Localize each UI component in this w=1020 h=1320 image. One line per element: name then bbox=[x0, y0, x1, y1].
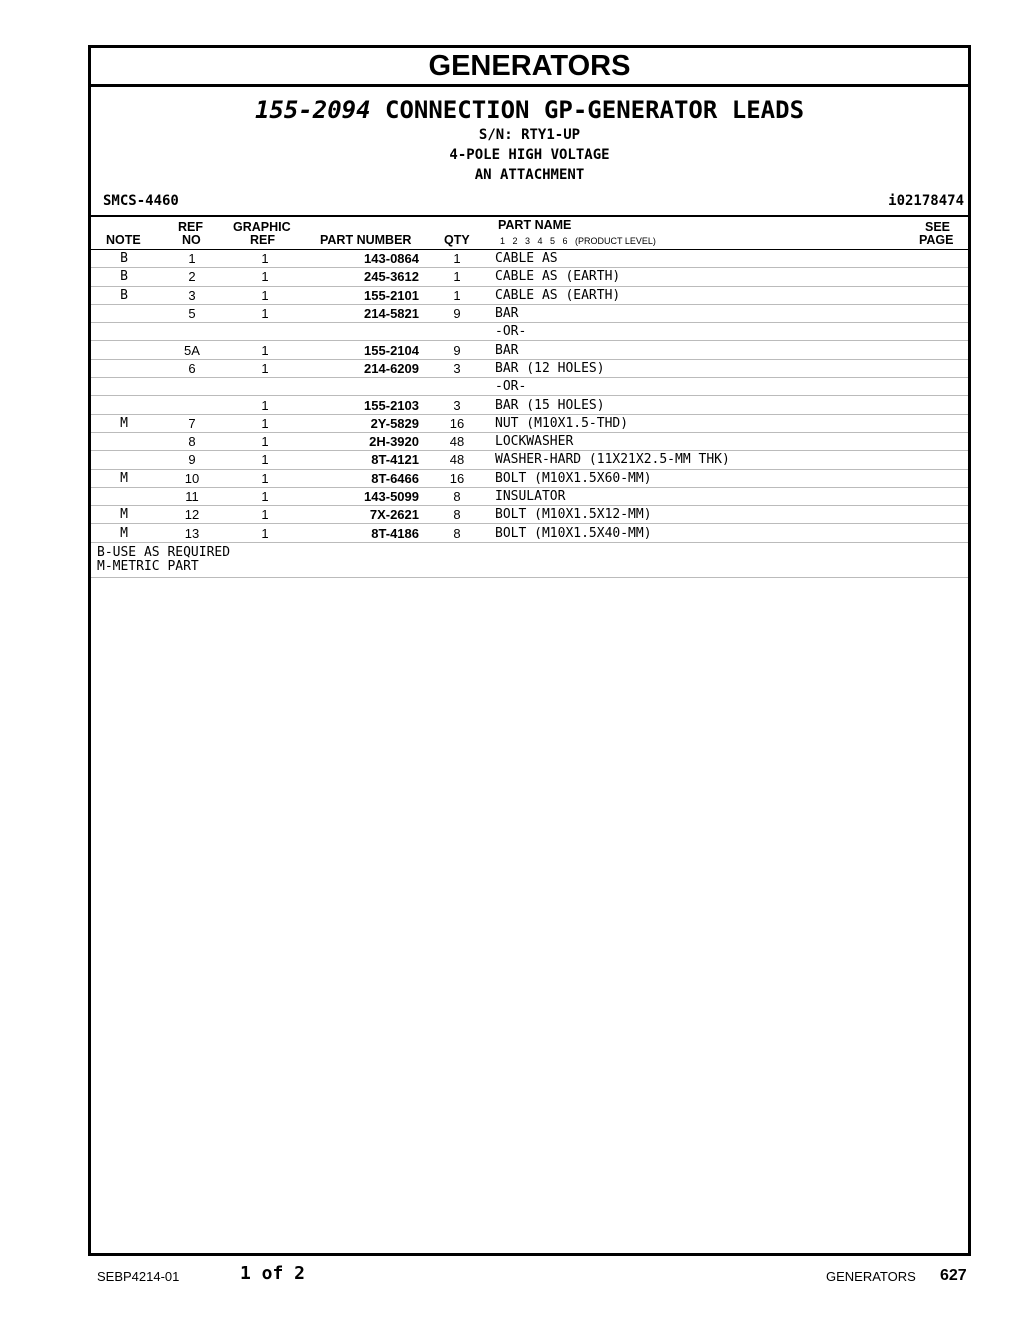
title-part-number: 155-2094 bbox=[254, 96, 371, 124]
note-m: M-METRIC PART bbox=[97, 559, 199, 575]
row-part-name: BAR (15 HOLES) bbox=[495, 396, 868, 414]
row-part-number: 155-2103 bbox=[303, 396, 419, 414]
row-ref-no: 8 bbox=[157, 432, 227, 450]
note-b: B-USE AS REQUIRED bbox=[97, 544, 231, 560]
row-ref-no bbox=[157, 396, 227, 414]
section-title: GENERATORS bbox=[91, 48, 968, 87]
header-graphic-ref-bottom: REF bbox=[250, 233, 275, 247]
footer-section: GENERATORS bbox=[826, 1269, 916, 1284]
row-part-name: BAR bbox=[495, 341, 868, 359]
table-row bbox=[91, 451, 968, 469]
table-row bbox=[91, 250, 968, 268]
row-see-page bbox=[868, 286, 968, 304]
row-note: B bbox=[91, 250, 157, 268]
row-graphic-ref: 1 bbox=[227, 414, 303, 432]
row-part-name: BAR bbox=[495, 304, 868, 322]
row-note bbox=[91, 432, 157, 450]
row-qty: 48 bbox=[419, 451, 495, 469]
row-graphic-ref: 1 bbox=[227, 469, 303, 487]
row-ref-no: 7 bbox=[157, 414, 227, 432]
page-title bbox=[91, 95, 968, 125]
table-row bbox=[91, 414, 968, 432]
header-qty: QTY bbox=[444, 233, 470, 247]
row-part-name: BOLT (M10X1.5X12-MM) bbox=[495, 506, 868, 524]
row-note bbox=[91, 487, 157, 505]
row-part-name: BOLT (M10X1.5X60-MM) bbox=[495, 469, 868, 487]
row-ref-no: 10 bbox=[157, 469, 227, 487]
row-qty: 16 bbox=[419, 469, 495, 487]
row-note bbox=[91, 451, 157, 469]
row-graphic-ref: 1 bbox=[227, 304, 303, 322]
row-see-page bbox=[868, 487, 968, 505]
notes-block bbox=[91, 543, 968, 578]
page-footer bbox=[0, 1263, 1020, 1293]
row-part-number: 8T-4186 bbox=[303, 524, 419, 542]
table-row bbox=[91, 432, 968, 450]
subtitle-configuration: 4-POLE HIGH VOLTAGE bbox=[449, 147, 610, 163]
row-part-name: -OR- bbox=[495, 323, 868, 341]
row-graphic-ref: 1 bbox=[227, 432, 303, 450]
header-ref-no-top: REF bbox=[178, 220, 203, 234]
row-qty: 8 bbox=[419, 506, 495, 524]
row-note: M bbox=[91, 524, 157, 542]
table-row bbox=[91, 304, 968, 322]
row-ref-no: 9 bbox=[157, 451, 227, 469]
row-note bbox=[91, 359, 157, 377]
row-graphic-ref: 1 bbox=[227, 341, 303, 359]
subtitle-serial: S/N: RTY1-UP bbox=[478, 127, 581, 143]
row-qty: 9 bbox=[419, 304, 495, 322]
smcs-row bbox=[91, 193, 968, 217]
table-row bbox=[91, 286, 968, 304]
row-note bbox=[91, 378, 157, 396]
row-see-page bbox=[868, 451, 968, 469]
header-part-number: PART NUMBER bbox=[320, 233, 412, 247]
row-qty: 1 bbox=[419, 268, 495, 286]
row-part-name: NUT (M10X1.5-THD) bbox=[495, 414, 868, 432]
row-graphic-ref: 1 bbox=[227, 524, 303, 542]
row-note: B bbox=[91, 286, 157, 304]
row-part-number: 2Y-5829 bbox=[303, 414, 419, 432]
table-row bbox=[91, 524, 968, 542]
row-part-name: BOLT (M10X1.5X40-MM) bbox=[495, 524, 868, 542]
row-see-page bbox=[868, 432, 968, 450]
row-note: M bbox=[91, 469, 157, 487]
row-see-page bbox=[868, 524, 968, 542]
header-product-level: 1 2 3 4 5 6 (PRODUCT LEVEL) bbox=[500, 236, 656, 246]
row-note: M bbox=[91, 506, 157, 524]
row-ref-no bbox=[157, 323, 227, 341]
row-see-page bbox=[868, 469, 968, 487]
illustration-id: i02178474 bbox=[888, 193, 964, 209]
title-text: CONNECTION GP-GENERATOR LEADS bbox=[385, 96, 805, 124]
row-ref-no: 6 bbox=[157, 359, 227, 377]
header-ref-no-bottom: NO bbox=[182, 233, 201, 247]
footer-doc-id: SEBP4214-01 bbox=[97, 1269, 180, 1284]
row-see-page bbox=[868, 250, 968, 268]
row-part-number: 2H-3920 bbox=[303, 432, 419, 450]
row-part-number: 8T-4121 bbox=[303, 451, 419, 469]
row-graphic-ref: 1 bbox=[227, 487, 303, 505]
row-graphic-ref: 1 bbox=[227, 396, 303, 414]
row-ref-no: 13 bbox=[157, 524, 227, 542]
header-note: NOTE bbox=[106, 233, 141, 247]
row-ref-no: 5A bbox=[157, 341, 227, 359]
parts-table bbox=[91, 250, 968, 543]
row-part-number: 245-3612 bbox=[303, 268, 419, 286]
row-part-number bbox=[303, 323, 419, 341]
table-row bbox=[91, 469, 968, 487]
table-row bbox=[91, 341, 968, 359]
row-see-page bbox=[868, 378, 968, 396]
table-row bbox=[91, 506, 968, 524]
row-see-page bbox=[868, 414, 968, 432]
row-ref-no bbox=[157, 378, 227, 396]
row-graphic-ref: 1 bbox=[227, 250, 303, 268]
row-see-page bbox=[868, 323, 968, 341]
row-ref-no: 2 bbox=[157, 268, 227, 286]
row-part-number: 7X-2621 bbox=[303, 506, 419, 524]
row-part-number: 214-6209 bbox=[303, 359, 419, 377]
table-row bbox=[91, 359, 968, 377]
row-qty: 8 bbox=[419, 487, 495, 505]
row-see-page bbox=[868, 359, 968, 377]
row-qty: 3 bbox=[419, 359, 495, 377]
row-part-number: 143-0864 bbox=[303, 250, 419, 268]
row-part-name: CABLE AS bbox=[495, 250, 868, 268]
row-graphic-ref: 1 bbox=[227, 359, 303, 377]
row-note bbox=[91, 304, 157, 322]
table-row bbox=[91, 323, 968, 341]
row-qty: 3 bbox=[419, 396, 495, 414]
page-frame bbox=[88, 45, 971, 1256]
row-qty: 1 bbox=[419, 250, 495, 268]
row-part-name: INSULATOR bbox=[495, 487, 868, 505]
row-part-name: LOCKWASHER bbox=[495, 432, 868, 450]
footer-page-of: 1 of 2 bbox=[240, 1263, 306, 1284]
row-graphic-ref: 1 bbox=[227, 286, 303, 304]
row-note bbox=[91, 341, 157, 359]
row-see-page bbox=[868, 341, 968, 359]
row-graphic-ref: 1 bbox=[227, 451, 303, 469]
subtitle-attachment: AN ATTACHMENT bbox=[474, 167, 585, 183]
row-see-page bbox=[868, 396, 968, 414]
row-qty: 9 bbox=[419, 341, 495, 359]
row-part-name: CABLE AS (EARTH) bbox=[495, 268, 868, 286]
table-row bbox=[91, 268, 968, 286]
smcs-code: SMCS-4460 bbox=[103, 193, 179, 209]
row-note: B bbox=[91, 268, 157, 286]
row-qty bbox=[419, 378, 495, 396]
row-qty: 48 bbox=[419, 432, 495, 450]
table-row bbox=[91, 487, 968, 505]
row-qty: 8 bbox=[419, 524, 495, 542]
row-qty: 1 bbox=[419, 286, 495, 304]
parts-table-body bbox=[91, 250, 968, 542]
header-part-name: PART NAME bbox=[498, 218, 572, 232]
row-note bbox=[91, 396, 157, 414]
header-see-page-bottom: PAGE bbox=[919, 233, 954, 247]
row-ref-no: 3 bbox=[157, 286, 227, 304]
header-graphic-ref-top: GRAPHIC bbox=[233, 220, 291, 234]
row-graphic-ref bbox=[227, 378, 303, 396]
row-part-number: 155-2101 bbox=[303, 286, 419, 304]
table-row bbox=[91, 396, 968, 414]
row-part-number: 8T-6466 bbox=[303, 469, 419, 487]
row-graphic-ref bbox=[227, 323, 303, 341]
row-see-page bbox=[868, 304, 968, 322]
row-qty bbox=[419, 323, 495, 341]
row-part-number: 155-2104 bbox=[303, 341, 419, 359]
row-graphic-ref: 1 bbox=[227, 268, 303, 286]
footer-page-number: 627 bbox=[940, 1267, 967, 1284]
table-header bbox=[91, 217, 968, 250]
row-part-number bbox=[303, 378, 419, 396]
row-see-page bbox=[868, 268, 968, 286]
table-row bbox=[91, 378, 968, 396]
row-ref-no: 12 bbox=[157, 506, 227, 524]
row-part-name: WASHER-HARD (11X21X2.5-MM THK) bbox=[495, 451, 868, 469]
row-note: M bbox=[91, 414, 157, 432]
row-part-number: 214-5821 bbox=[303, 304, 419, 322]
row-ref-no: 1 bbox=[157, 250, 227, 268]
row-ref-no: 5 bbox=[157, 304, 227, 322]
row-part-name: CABLE AS (EARTH) bbox=[495, 286, 868, 304]
row-graphic-ref: 1 bbox=[227, 506, 303, 524]
row-ref-no: 11 bbox=[157, 487, 227, 505]
row-see-page bbox=[868, 506, 968, 524]
row-qty: 16 bbox=[419, 414, 495, 432]
row-note bbox=[91, 323, 157, 341]
row-part-number: 143-5099 bbox=[303, 487, 419, 505]
header-see-page-top: SEE bbox=[925, 220, 951, 234]
row-part-name: BAR (12 HOLES) bbox=[495, 359, 868, 377]
row-part-name: -OR- bbox=[495, 378, 868, 396]
